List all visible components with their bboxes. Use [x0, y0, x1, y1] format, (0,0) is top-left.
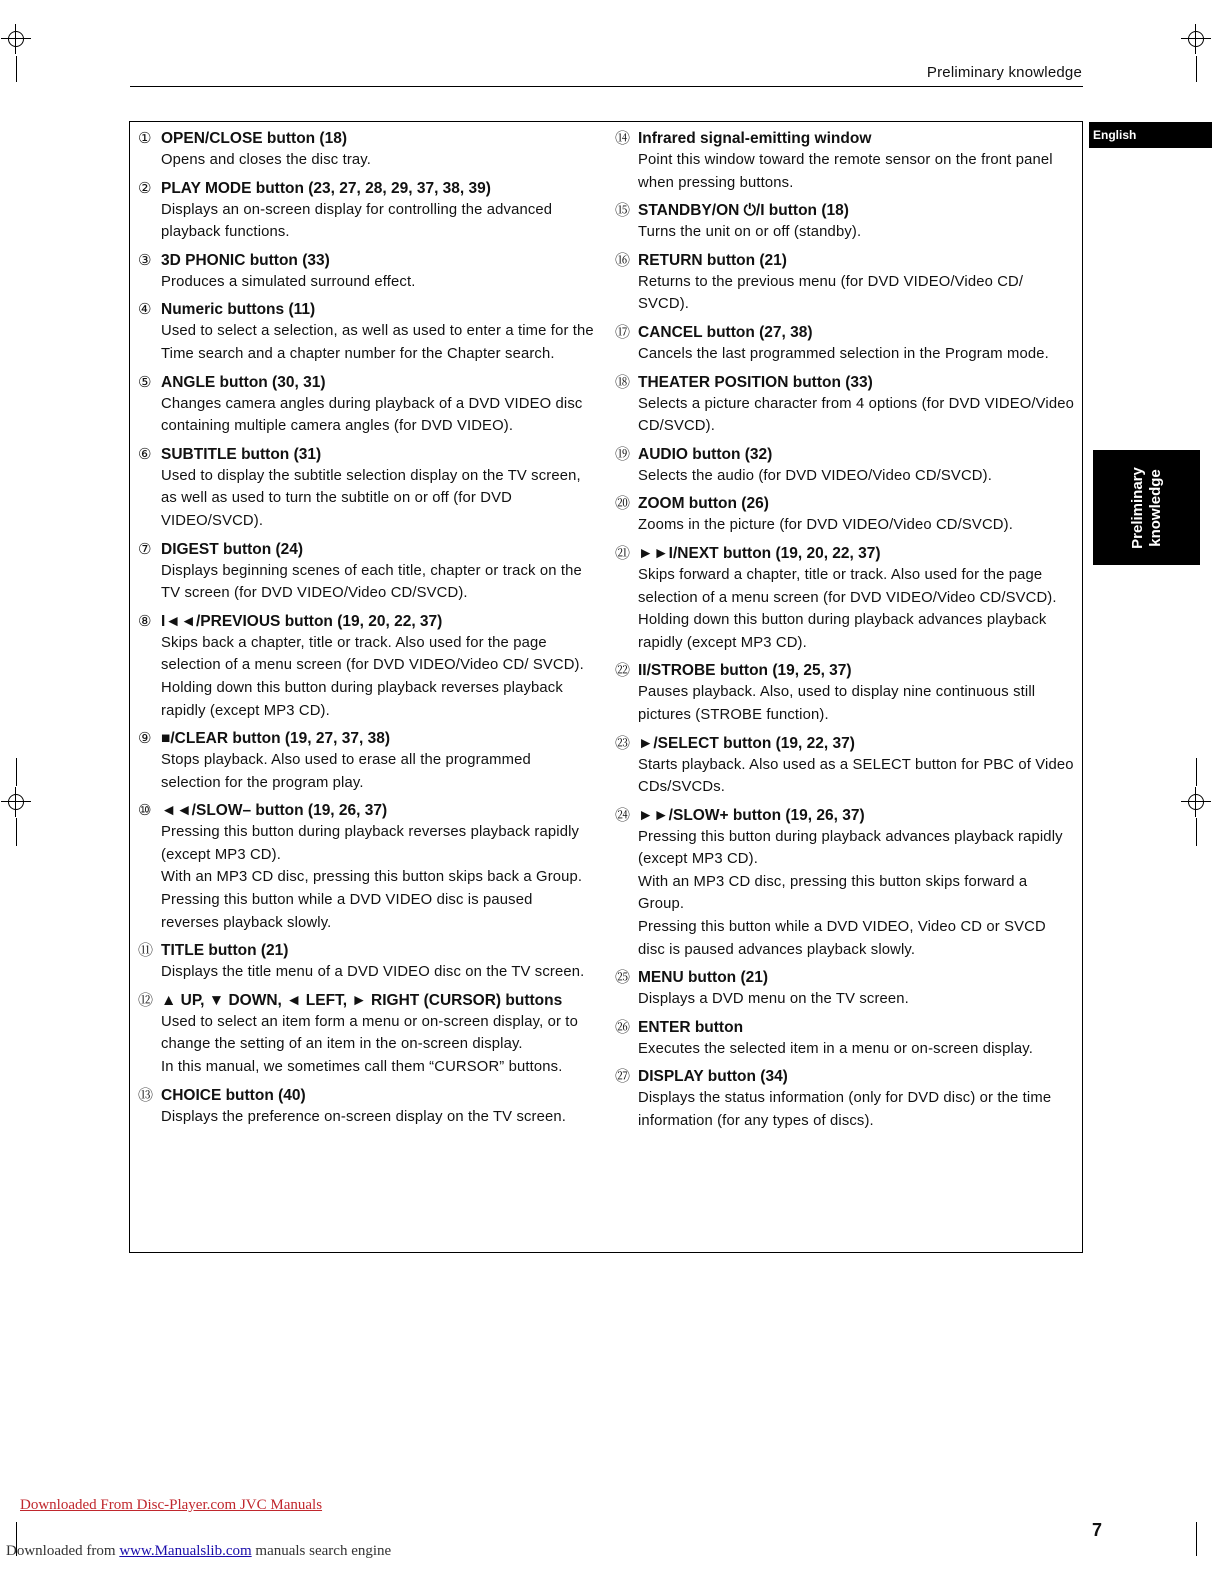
item-description	[138, 1011, 594, 1079]
button-description-item	[615, 322, 1075, 366]
item-heading	[615, 372, 1075, 393]
item-number: ②	[138, 179, 152, 197]
manualslib-prefix: Downloaded from	[6, 1543, 120, 1559]
item-description-paragraph: Returns to the previous menu (for DVD VIDEO/Video CD/ SVCD).	[638, 273, 1024, 313]
item-description-paragraph: Changes camera angles during playback of a DVD VIDEO disc containing multiple camera angles (for DVD VIDEO).	[161, 395, 583, 435]
button-description-item	[615, 372, 1075, 438]
item-description	[615, 221, 1075, 244]
item-description	[138, 749, 594, 794]
crop-mark-top-left	[1, 24, 31, 54]
item-number: ㉕	[615, 969, 631, 987]
item-number: ㉔	[615, 806, 631, 824]
item-heading	[138, 539, 594, 560]
item-description	[138, 961, 594, 984]
item-heading	[138, 128, 594, 149]
item-description	[615, 514, 1075, 537]
item-title: ■/CLEAR button (19, 27, 37, 38)	[161, 730, 390, 748]
item-number: ⑧	[138, 612, 152, 630]
button-description-item	[615, 250, 1075, 316]
item-description-paragraph: Skips forward a chapter, title or track. Also used for the page selection of a menu screen (for DVD VIDEO/Video CD/SVCD).	[638, 566, 1057, 606]
button-description-item	[615, 660, 1075, 726]
item-description-paragraph: Displays the status information (only for DVD disc) or the time information (for any types of discs).	[638, 1090, 1052, 1130]
item-description	[615, 1038, 1075, 1061]
button-description-item	[615, 543, 1075, 654]
item-title: ZOOM button (26)	[638, 495, 769, 513]
item-number: ⑥	[138, 445, 152, 463]
item-description-paragraph: Selects a picture character from 4 options (for DVD VIDEO/Video CD/SVCD).	[638, 395, 1075, 435]
item-title: ►►I/NEXT button (19, 20, 22, 37)	[638, 544, 881, 562]
manualslib-suffix: manuals search engine	[251, 1543, 392, 1559]
item-heading	[615, 660, 1075, 681]
item-number: ⑨	[138, 730, 152, 748]
item-description	[615, 149, 1075, 194]
button-description-item	[138, 178, 594, 244]
item-number: ⑬	[138, 1086, 154, 1104]
section-tab	[1093, 450, 1200, 565]
item-description	[615, 271, 1075, 316]
item-heading	[615, 1017, 1075, 1038]
item-number: ㉒	[615, 662, 631, 680]
item-description	[138, 149, 594, 172]
item-number: ㉑	[615, 544, 631, 562]
item-title: THEATER POSITION button (33)	[638, 373, 873, 391]
item-number: ⑮	[615, 202, 631, 220]
item-heading	[138, 728, 594, 749]
item-description-paragraph: Displays a DVD menu on the TV screen.	[638, 991, 909, 1008]
item-description	[138, 1106, 594, 1129]
item-heading	[615, 128, 1075, 149]
item-heading	[615, 543, 1075, 564]
item-description	[615, 564, 1075, 654]
button-description-item	[615, 733, 1075, 799]
item-description	[615, 1087, 1075, 1132]
item-title: II/STROBE button (19, 25, 37)	[638, 662, 852, 680]
item-title: Infrared signal-emitting window	[638, 130, 872, 147]
button-description-item	[138, 990, 594, 1079]
item-description	[138, 821, 594, 934]
button-description-item	[138, 539, 594, 605]
item-title: RETURN button (21)	[638, 251, 787, 269]
button-description-item	[138, 940, 594, 984]
item-title: TITLE button (21)	[161, 942, 289, 960]
item-heading	[615, 493, 1075, 514]
item-number: ⑲	[615, 445, 631, 463]
button-description-item	[138, 128, 594, 172]
item-description	[138, 465, 594, 533]
item-number: ㉓	[615, 734, 631, 752]
item-description-paragraph: Pressing this button while a DVD VIDEO disc is paused reverses playback slowly.	[161, 892, 533, 931]
item-heading	[615, 322, 1075, 343]
item-number: ㉖	[615, 1018, 631, 1036]
item-number: ①	[138, 130, 152, 147]
button-description-item	[138, 372, 594, 438]
item-title: DIGEST button (24)	[161, 540, 304, 558]
item-title: ◄◄/SLOW– button (19, 26, 37)	[161, 802, 388, 820]
item-description-paragraph: Zooms in the picture (for DVD VIDEO/Video CD/SVCD).	[638, 517, 1013, 534]
item-description-paragraph: Cancels the last programmed selection in the Program mode.	[638, 345, 1049, 362]
item-heading	[138, 178, 594, 199]
item-description	[615, 988, 1075, 1011]
item-number: ⑱	[615, 373, 631, 391]
item-description-paragraph: In this manual, we sometimes call them “CURSOR” buttons.	[161, 1059, 563, 1076]
button-description-item	[138, 299, 594, 365]
button-descriptions	[129, 121, 1083, 1253]
item-heading	[138, 940, 594, 961]
item-description-paragraph: With an MP3 CD disc, pressing this button skips forward a Group.	[638, 873, 1028, 913]
item-description	[615, 754, 1075, 799]
item-description-paragraph: Used to display the subtitle selection display on the TV screen, as well as used to turn the subtitle on or off (for DVD VIDEO/SVCD).	[161, 467, 581, 529]
item-description	[138, 320, 594, 365]
item-description	[615, 681, 1075, 726]
item-description-paragraph: Displays the title menu of a DVD VIDEO disc on the TV screen.	[161, 964, 585, 981]
button-description-item	[138, 800, 594, 934]
item-description	[138, 632, 594, 722]
item-title: ►/SELECT button (19, 22, 37)	[638, 734, 855, 752]
item-number: ③	[138, 251, 152, 269]
item-heading	[615, 1066, 1075, 1087]
item-description-paragraph: Displays an on-screen display for controlling the advanced playback functions.	[161, 201, 553, 241]
item-title: DISPLAY button (34)	[638, 1068, 788, 1086]
item-description-paragraph: Used to select a selection, as well as used to enter a time for the Time search and a chapter number for the Chapter search.	[161, 323, 594, 362]
item-title: STANDBY/ON ⏻/I button (18)	[638, 202, 849, 220]
item-description	[138, 199, 594, 244]
button-description-item	[138, 728, 594, 794]
item-description-paragraph: Pressing this button during playback advances playback rapidly (except MP3 CD).	[638, 828, 1063, 868]
item-number: ⑰	[615, 323, 631, 341]
item-description-paragraph: Selects the audio (for DVD VIDEO/Video CD/SVCD).	[638, 467, 992, 484]
item-heading	[138, 299, 594, 320]
item-description	[138, 560, 594, 605]
trim-line	[1196, 1522, 1197, 1556]
item-description-paragraph: Executes the selected item in a menu or on-screen display.	[638, 1040, 1033, 1057]
button-description-item	[615, 128, 1075, 194]
item-heading	[615, 250, 1075, 271]
item-heading	[615, 805, 1075, 826]
right-column	[615, 128, 1075, 1139]
button-description-item	[615, 805, 1075, 962]
crop-mark-top-right	[1181, 24, 1211, 54]
button-description-item	[615, 200, 1075, 244]
button-description-item	[615, 493, 1075, 537]
item-heading	[138, 250, 594, 271]
manualslib-link[interactable]: www.Manualslib.com	[119, 1543, 252, 1559]
item-title: MENU button (21)	[638, 969, 769, 987]
item-description-paragraph: Opens and closes the disc tray.	[161, 152, 371, 168]
item-description-paragraph: Turns the unit on or off (standby).	[638, 224, 862, 241]
item-title: AUDIO button (32)	[638, 445, 773, 463]
item-title: ►►/SLOW+ button (19, 26, 37)	[638, 806, 865, 824]
item-heading	[615, 733, 1075, 754]
item-heading	[138, 444, 594, 465]
item-title: Numeric buttons (11)	[161, 301, 316, 319]
item-description-paragraph: Skips back a chapter, title or track. Also used for the page selection of a menu screen (for DVD VIDEO/Video CD/ SVCD).	[161, 634, 584, 674]
language-tab: English	[1089, 122, 1212, 148]
left-column	[138, 128, 594, 1134]
crop-mark-mid-right	[1181, 787, 1211, 817]
button-description-item	[615, 444, 1075, 488]
item-heading	[138, 372, 594, 393]
item-description-paragraph: Pauses playback. Also, used to display nine continuous still pictures (STROBE function).	[638, 684, 1036, 723]
item-description-paragraph: Pressing this button during playback reverses playback rapidly (except MP3 CD).	[161, 824, 580, 863]
item-title: ANGLE button (30, 31)	[161, 373, 326, 391]
item-description	[615, 393, 1075, 438]
button-description-item	[138, 444, 594, 533]
item-description-paragraph: Displays the preference on-screen display on the TV screen.	[161, 1108, 567, 1125]
button-description-item	[138, 250, 594, 294]
item-heading	[138, 990, 594, 1011]
item-heading	[615, 967, 1075, 988]
item-heading	[615, 200, 1075, 221]
download-source-link[interactable]: Downloaded From Disc-Player.com JVC Manuals	[20, 1497, 323, 1513]
item-number: ⑩	[138, 802, 152, 820]
crop-mark-mid-left	[1, 787, 31, 817]
trim-line	[16, 758, 17, 786]
trim-line	[16, 818, 17, 846]
item-description	[138, 271, 594, 294]
page-number: 7	[1092, 1520, 1103, 1540]
item-description-paragraph: Displays beginning scenes of each title, chapter or track on the TV screen (for DVD VIDEO/Video CD/SVCD).	[161, 562, 582, 602]
item-description-paragraph: Used to select an item form a menu or on-screen display, or to change the setting of an item in the on-screen display.	[161, 1013, 578, 1053]
button-description-item	[615, 1017, 1075, 1061]
item-title: CHOICE button (40)	[161, 1086, 306, 1104]
item-description-paragraph: Starts playback. Also used as a SELECT button for PBC of Video CDs/SVCDs.	[638, 756, 1074, 796]
button-description-item	[138, 1085, 594, 1129]
button-description-item	[615, 967, 1075, 1011]
item-number: ⑯	[615, 251, 631, 269]
item-description	[615, 465, 1075, 488]
trim-line	[1196, 56, 1197, 82]
trim-line	[1196, 758, 1197, 786]
trim-line	[16, 56, 17, 82]
item-title: PLAY MODE button (23, 27, 28, 29, 37, 38, 39)	[161, 179, 491, 197]
item-heading	[138, 800, 594, 821]
item-title: ENTER button	[638, 1018, 744, 1036]
item-description	[615, 826, 1075, 962]
section-tab-label: Preliminary knowledge	[1128, 466, 1164, 549]
button-description-item	[138, 611, 594, 722]
item-number: ⑪	[138, 942, 154, 960]
item-title: ▲ UP, ▼ DOWN, ◄ LEFT, ► RIGHT (CURSOR) buttons	[161, 991, 563, 1009]
trim-line	[1196, 818, 1197, 846]
item-description-paragraph: Holding down this button during playback reverses playback rapidly (except MP3 CD).	[161, 679, 563, 719]
button-description-item	[615, 1066, 1075, 1132]
item-title: 3D PHONIC button (33)	[161, 251, 330, 269]
item-number: ⑭	[615, 130, 631, 147]
item-number: ⑦	[138, 540, 152, 558]
item-description-paragraph: Stops playback. Also used to erase all the programmed selection for the program play.	[161, 752, 531, 791]
item-description-paragraph: Pressing this button while a DVD VIDEO, Video CD or SVCD disc is paused advances playback slowly.	[638, 919, 1046, 958]
item-description-paragraph: With an MP3 CD disc, pressing this button skips back a Group.	[161, 869, 583, 886]
item-title: SUBTITLE button (31)	[161, 445, 322, 463]
item-number: ⑫	[138, 991, 154, 1009]
item-description-paragraph: Produces a simulated surround effect.	[161, 273, 416, 290]
item-number: ㉗	[615, 1068, 631, 1086]
item-number: ④	[138, 301, 152, 319]
item-title: I◄◄/PREVIOUS button (19, 20, 22, 37)	[161, 612, 443, 630]
item-description	[615, 343, 1075, 366]
item-description-paragraph: Holding down this button during playback advances playback rapidly (except MP3 CD).	[638, 612, 1047, 651]
item-title: CANCEL button (27, 38)	[638, 323, 813, 341]
page-header: Preliminary knowledge	[926, 64, 1082, 81]
item-description-paragraph: Point this window toward the remote sensor on the front panel when pressing buttons.	[638, 152, 1053, 191]
item-number: ⑳	[615, 495, 631, 513]
item-heading	[615, 444, 1075, 465]
header-rule	[130, 86, 1083, 87]
item-number: ⑤	[138, 373, 152, 391]
manualslib-footer	[6, 1543, 391, 1560]
item-heading	[138, 1085, 594, 1106]
item-title: OPEN/CLOSE button (18)	[161, 130, 347, 147]
item-description	[138, 393, 594, 438]
item-heading	[138, 611, 594, 632]
